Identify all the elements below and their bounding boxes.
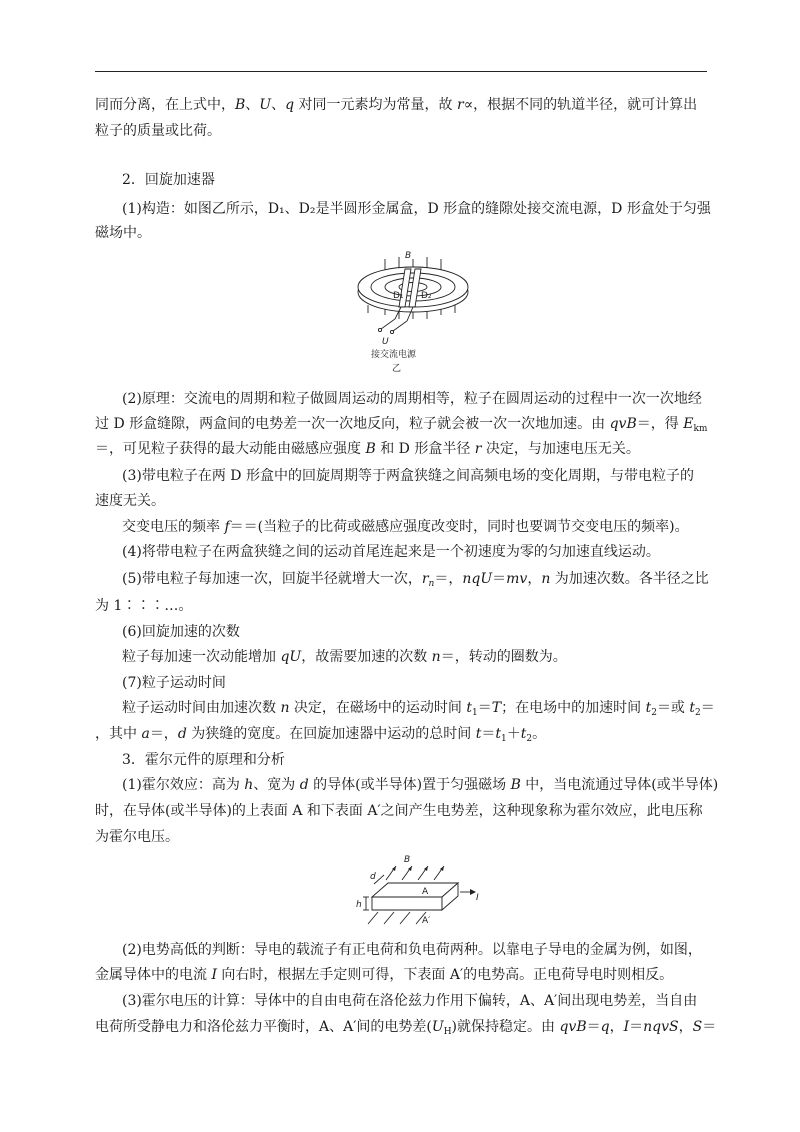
section-heading: 3．霍尔元件的原理和分析 (122, 752, 285, 768)
text-line: (1)霍尔效应：高为 h、宽为 d 的导体(或半导体)置于匀强磁场 B 中，当电流通过导体(或半导体) (122, 777, 719, 793)
top-surface-label: A (422, 887, 429, 897)
figure-caption: 接交流电源 (371, 350, 417, 360)
current-label: I (476, 893, 479, 903)
text-line: (3)霍尔电压的计算：导体中的自由电荷在洛伦兹力作用下偏转，A、A′间出现电势差，当自由 (122, 993, 698, 1009)
text-line: (4)将带电粒子在两盒狭缝之间的运动首尾连起来是一个初速度为零的匀加速直线运动。 (122, 544, 660, 560)
text-line: (7)粒子运动时间 (122, 675, 226, 691)
field-b-label: B (404, 855, 411, 865)
text-line: 粒子的质量或比荷。 (95, 123, 221, 139)
field-b-label: B (405, 251, 412, 261)
text-line: 粒子每加速一次动能增加 qU，故需要加速的次数 n＝，转动的圈数为。 (122, 649, 567, 665)
text-line: ，其中 a＝，d 为狭缝的宽度。在回旋加速器中运动的总时间 $t=t_1+t_2$。 (95, 726, 547, 744)
width-d-label: d (370, 872, 376, 882)
text-line: 过 D 形盒缝隙，两盒间的电势差一次一次地反向，粒子就会被一次一次地加速。由 qvB＝，得 $E_{km}$ (95, 416, 708, 434)
bottom-surface-label: A′ (422, 916, 431, 926)
text-line: 时，在导体(或半导体)的上表面 A 和下表面 A′之间产生电势差，这种现象称为霍尔效应，此电压称 (95, 803, 703, 819)
text-line: 电荷所受静电力和洛伦兹力平衡时，A、A′间的电势差$(U_H)$就保持稳定。由 qvB＝q，I＝nqvS，S＝ (95, 1019, 717, 1037)
text-line: (3)带电粒子在两 D 形盒中的回旋周期等于两盒狭缝之间高频电场的变化周期，与带电粒子的 (122, 468, 694, 484)
text-line: 同而分离，在上式中，B、U、q 对同一元素均为常量，故 r∝，根据不同的轨道半径，就可计算出 (95, 97, 698, 113)
section-heading: 2．回旋加速器 (122, 172, 215, 188)
d1-label: D₁ (393, 291, 404, 301)
text-line: (1)构造：如图乙所示，D₁、D₂是半圆形金属盒，D 形盒的缝隙处接交流电源，D 形盒处于匀强 (122, 201, 711, 217)
text-line: (2)电势高低的判断：导电的载流子有正电荷和负电荷两种。以靠电子导电的金属为例，如图， (122, 942, 702, 958)
hall-element-figure (352, 852, 482, 928)
text-line: (5)带电粒子每加速一次，回旋半径就增大一次，$r_n=$，nqU＝mv，n 为加速次数。各半径之比 (122, 571, 709, 589)
text-line: 磁场中。 (95, 225, 151, 241)
cyclotron-figure (355, 247, 475, 377)
voltage-label: U (382, 337, 389, 347)
text-line: 为 1∶∶∶…。 (95, 598, 193, 614)
text-line: 交变电压的频率 f＝＝(当粒子的比荷或磁感应强度改变时，同时也要调节交变电压的频率)。 (122, 519, 689, 535)
text-line: (2)原理：交流电的周期和粒子做圆周运动的周期相等，粒子在圆周运动的过程中一次一次地经 (122, 391, 702, 407)
text-line: 粒子运动时间由加速次数 n 决定，在磁场中的运动时间 $t_1=T$；在电场中的加速时间 $t_2=$或 $t_2=$ (122, 700, 715, 718)
text-line: 为霍尔电压。 (95, 829, 179, 845)
height-h-label: h (356, 900, 362, 910)
text-line: (6)回旋加速的次数 (122, 624, 240, 640)
text-line: 金属导体中的电流 I 向右时，根据左手定则可得，下表面 A′的电势高。正电荷导电时则相反。 (95, 967, 674, 983)
text-line: 速度无关。 (95, 493, 165, 509)
header-rule (95, 71, 707, 72)
d2-label: D₂ (421, 291, 432, 301)
text-line: ＝，可见粒子获得的最大动能由磁感应强度 B 和 D 形盒半径 r 决定，与加速电压无关。 (95, 441, 640, 457)
figure-label: 乙 (392, 364, 402, 374)
